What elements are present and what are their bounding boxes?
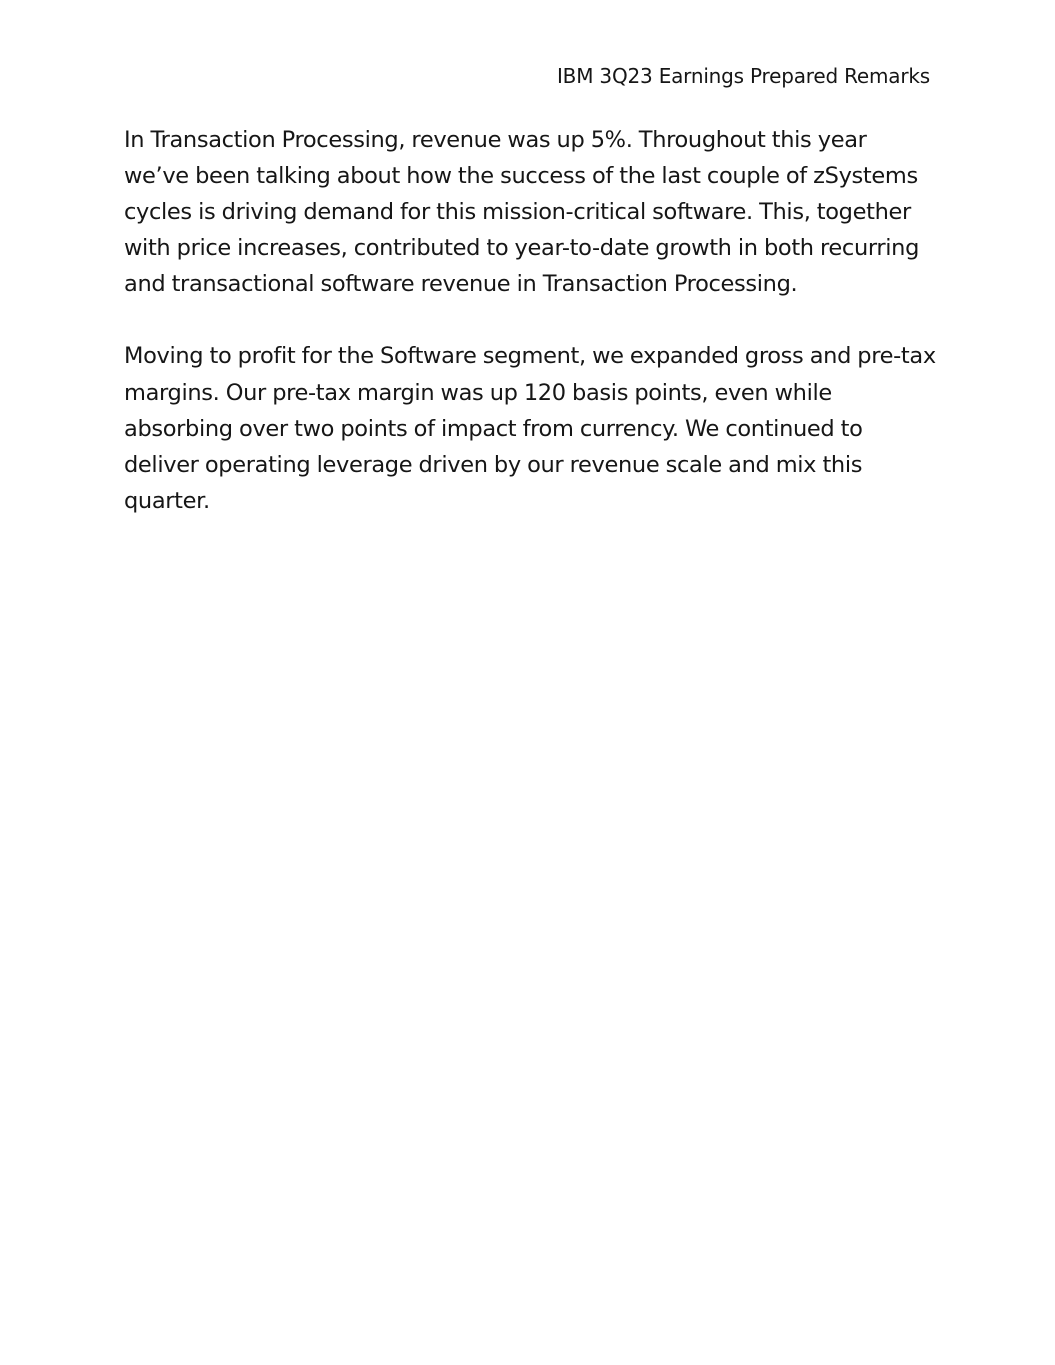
- paragraph-transaction-processing: [124, 122, 944, 302]
- paragraph-line: In Transaction Processing, revenue was up 5%. Throughout this year: [124, 127, 867, 153]
- paragraph-line: cycles is driving demand for this mission-critical software. This, together: [124, 199, 911, 226]
- paragraph-line: with price increases, contributed to year-to-date growth in both recurring: [124, 235, 920, 262]
- paragraph-line: we’ve been talking about how the success of the last couple of zSystems: [124, 163, 918, 190]
- paragraph-line: and transactional software revenue in Transaction Processing.: [124, 271, 798, 298]
- paragraph-line: Moving to profit for the Software segment, we expanded gross and pre-tax: [124, 343, 936, 370]
- paragraph-line: quarter.: [124, 487, 210, 514]
- running-header-title: IBM 3Q23 Earnings Prepared Remarks: [556, 64, 930, 88]
- paragraph-software-profit: [124, 338, 944, 518]
- paragraph-line: margins. Our pre-tax margin was up 120 basis points, even while: [124, 379, 832, 406]
- paragraph-line: absorbing over two points of impact from currency. We continued to: [124, 415, 863, 442]
- body-text: [124, 122, 944, 519]
- paragraph-line: deliver operating leverage driven by our revenue scale and mix this: [124, 451, 863, 478]
